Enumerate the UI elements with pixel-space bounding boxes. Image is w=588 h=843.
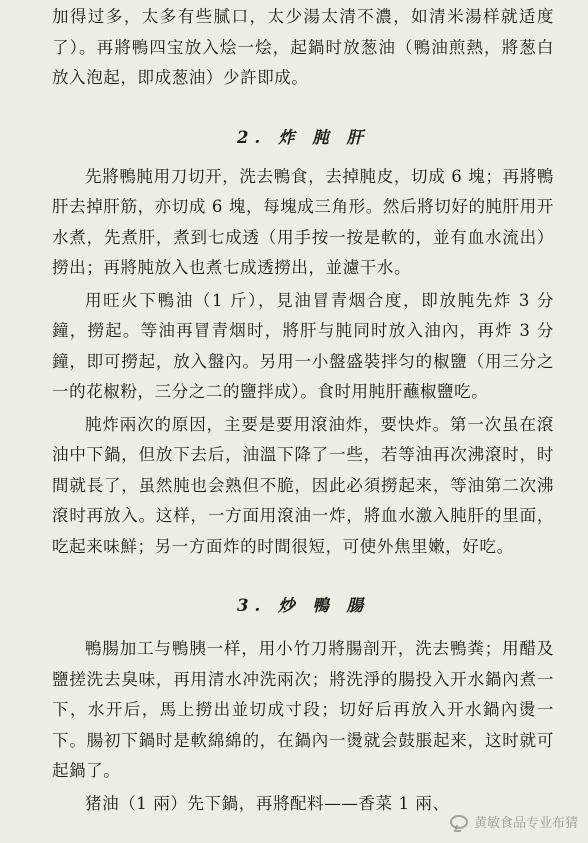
wechat-watermark: [450, 812, 578, 831]
section-3-paragraph-1: 鴨腸加工与鴨胰一样，用小竹刀將腸剖开，洗去鴨粪；用醋及鹽搓洗去臭味，再用清水冲洗兩次；將洗淨的腸投入开水鍋內煮一下，水开后，馬上撈出並切成寸段；切好后再放入开水鍋內燙一下。腸初下鍋时是軟綿綿的，在鍋內一燙就会鼓脹起来，这时就可起鍋了。: [52, 639, 554, 780]
section-2-heading: 2. 炸 肫 肝: [237, 127, 369, 147]
section-3-heading: 3. 炒 鴨 腸: [237, 596, 369, 615]
intro-paragraph: 加得过多，太多有些腻口，太少湯太清不濃，如清米湯样就适度了）。再將鴨四宝放入烩一烩，起鍋时放葱油（鴨油煎熱，將葱白放入泡起，即成葱油）少許即成。: [52, 7, 554, 87]
section-2-paragraph-1: 先將鴨肫用刀切开，洗去鴨食，去掉肫皮，切成 6 塊；再將鴨肝去掉肝筋，亦切成 6 塊，每塊成三角形。然后將切好的肫肝用开水煮，先煮肝，煮到七成透（用手按一按是軟的，並有血水流出）撈出；再將肫放入也煮七成透撈出，並濾干水。: [52, 166, 554, 277]
watermark-text: 黄敏食品专业布猜: [473, 816, 578, 831]
section-3-paragraph-2: 猪油（1 兩）先下鍋，再將配料——香菜 1 兩、: [85, 793, 450, 813]
section-2-paragraph-2: 用旺火下鴨油（1 斤），見油冒青烟合度，即放肫先炸 3 分鐘，撈起。等油再冒青烟时，將肝与肫同时放入油內，再炸 3 分鐘，即可撈起，放入盤內。另用一小盤盛裝拌匀的椒鹽（用三分之一的花椒粉，三分之二的鹽拌成）。食时用肫肝蘸椒鹽吃。: [52, 290, 554, 401]
wechat-icon: [450, 815, 468, 829]
section-2-paragraph-3: 肫炸兩次的原因，主要是要用滾油炸，要快炸。第一次虽在滾油中下鍋，但放下去后，油溫下降了一些，若等油再次沸滾时，时間就長了，虽然肫也会熟但不脆，因此必須撈起来，等油第二次沸滾时再放入。这样，一方面用滾油一炸，將血水激入肫肝的里面，吃起来味鮮；另一方面炸的时間很短，可使外焦里嫩，好吃。: [52, 414, 554, 556]
